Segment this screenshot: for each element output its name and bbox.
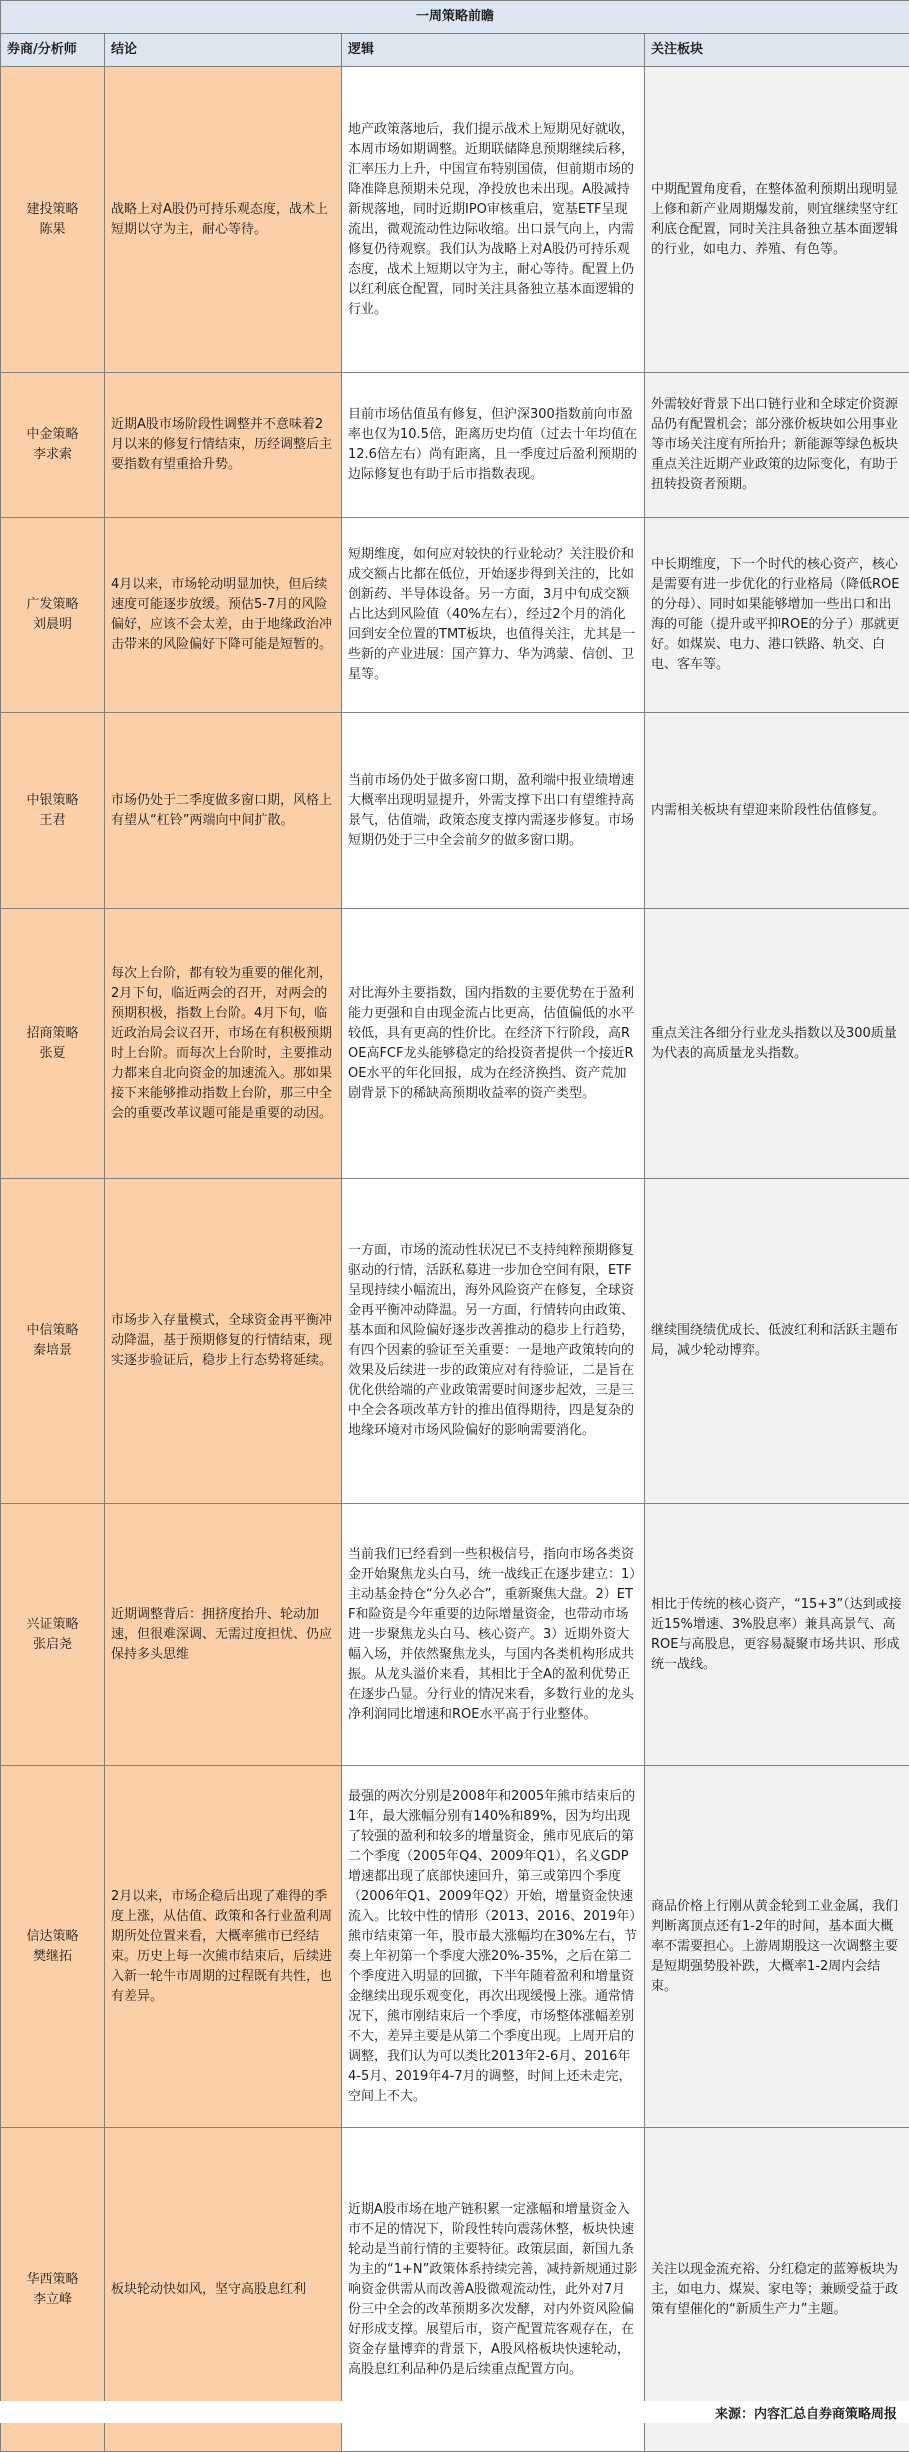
broker-name: 中金策略	[7, 425, 98, 445]
table-row	[1, 909, 909, 1179]
analyst-name: 张夏	[7, 1044, 98, 1064]
analyst-name: 秦培景	[7, 1341, 98, 1361]
conclusion-cell: 市场步入存量模式，全球资金再平衡冲动降温，基于预期修复的行情结束，现实逐步验证后，稳步上行态势将延续。	[105, 1179, 342, 1504]
table-row	[1, 67, 909, 373]
table-row	[1, 1504, 909, 1766]
table-row	[1, 518, 909, 713]
source-footer	[0, 2401, 909, 2423]
logic-cell: 最强的两次分别是2008年和2005年熊市结束后的1年，最大涨幅分别有140%和89%，因为均出现了较强的盈利和较多的增量资金，熊市见底后的第二个季度（2005年Q4、2009年Q1），名义GDP增速都出现了底部快速回升，第三或第四个季度（2006年Q1、2009年Q2）开始，增量资金快速流入。比较中性的情形（2013、2016、2019年）熊市结束第一年，股市最大涨幅均在30%左右，节奏上年初第一个季度大涨20%-35%，之后在第二个季度进入明显的回撤，下半年随着盈利和增量资金继续出现乐观变化，再次出现缓慢上涨。通常情况下，熊市刚结束后一个季度，市场整体涨幅差别不大，差异主要是从第二个季度出现。上周开启的调整，我们认为可以类比2013年2-6月、2016年4-5月、2019年4-7月的调整，时间上还未走完，空间上不大。	[342, 1766, 645, 2128]
sectors-cell: 外需较好背景下出口链行业和全球定价资源品仍有配置机会；部分涨价板块如公用事业等市场关注度有所抬升；新能源等绿色板块重点关注近期产业政策的边际变化，有助于扭转投资者预期。	[645, 373, 909, 518]
conclusion-cell: 2月以来，市场企稳后出现了难得的季度上涨，从估值、政策和各行业盈利周期所处位置来看，大概率熊市已经结束。历史上每一次熊市结束后，后续进入新一轮牛市周期的过程既有共性，也有差异。	[105, 1766, 342, 2128]
logic-cell: 短期维度，如何应对较快的行业轮动？关注股价和成交额占比都在低位，开始逐步得到关注的，比如创新药、半导体设备。另一方面，3月中旬成交额占比达到风险值（40%左右），经过2个月的消化回到安全位置的TMT板块，也值得关注，尤其是一些新的产业进展：国产算力、华为鸿蒙、信创、卫星等。	[342, 518, 645, 713]
broker-cell	[1, 1766, 105, 2128]
table-row	[1, 1766, 909, 2128]
conclusion-cell: 4月以来，市场轮动明显加快，但后续速度可能逐步放缓。预估5-7月的风险偏好，应该不会太差，由于地缘政治冲击带来的风险偏好下降可能是短暂的。	[105, 518, 342, 713]
broker-name: 信达策略	[7, 1927, 98, 1947]
broker-cell	[1, 1179, 105, 1504]
table-row	[1, 373, 909, 518]
logic-cell: 对比海外主要指数，国内指数的主要优势在于盈利能力更强和自由现金流占比更高，估值偏低的水平较低，具有更高的性价比。在经济下行阶段，高ROE高FCF龙头能够稳定的给投资者提供一个接近ROE水平的年化回报，成为在经济换挡、资产荒加剧背景下的稀缺高预期收益率的资产类型。	[342, 909, 645, 1179]
sectors-cell: 重点关注各细分行业龙头指数以及300质量为代表的高质量龙头指数。	[645, 909, 909, 1179]
analyst-name: 刘晨明	[7, 615, 98, 635]
broker-name: 广发策略	[7, 595, 98, 615]
table-body	[1, 67, 909, 2452]
broker-cell	[1, 909, 105, 1179]
conclusion-cell: 板块轮动快如风，坚守高股息红利	[105, 2128, 342, 2452]
conclusion-cell: 每次上台阶，都有较为重要的催化剂，2月下旬，临近两会的召开，对两会的预期积极，指数上台阶。4月下旬，临近政治局会议召开，市场在有积极预期时上台阶。而每次上台阶时，主要推动力都来自北向资金的加速流入。那如果接下来能够推动指数上台阶，那三中全会的重要改革议题可能是重要的动因。	[105, 909, 342, 1179]
sectors-cell: 继续围绕绩优成长、低波红利和活跃主题布局，减少轮动博弈。	[645, 1179, 909, 1504]
broker-name: 兴证策略	[7, 1615, 98, 1635]
conclusion-cell: 近期调整背后：拥挤度抬升、轮动加速，但很难深调、无需过度担忧、仍应保持多头思维	[105, 1504, 342, 1766]
analyst-name: 王君	[7, 811, 98, 831]
column-header-conclusion: 结论	[105, 34, 342, 67]
broker-name: 中银策略	[7, 791, 98, 811]
logic-cell: 一方面，市场的流动性状况已不支持纯粹预期修复驱动的行情，活跃私募进一步加仓空间有限，ETF呈现持续小幅流出，海外风险资产在修复，全球资金再平衡冲动降温。另一方面，行情转向由政策、基本面和风险偏好逐步改善推动的稳步上行趋势，有四个因素的验证至关重要：一是地产政策转向的效果及后续进一步的政策应对有待验证，二是旨在优化供给端的产业政策需要时间逐步起效，三是三中全会各项改革方针的推出值得期待，四是复杂的地缘环境对市场风险偏好的影响需要消化。	[342, 1179, 645, 1504]
sectors-cell: 中长期维度，下一个时代的核心资产，核心是需要有进一步优化的行业格局（降低ROE的分母）、同时如果能够增加一些出口和出海的可能（提升或平抑ROE的分子）那就更好。如煤炭、电力、港口铁路、轨交、白电、客车等。	[645, 518, 909, 713]
logic-cell: 当前我们已经看到一些积极信号，指向市场各类资金开始聚焦龙头白马，统一战线正在逐步建立：1）主动基金持仓“分久必合”，重新聚焦大盘。2）ETF和险资是今年重要的边际增量资金，也带动市场进一步聚焦龙头白马、核心资产。3）近期外资大幅入场，并依然聚焦龙头，与国内各类机构形成共振。从龙头溢价来看，其相比于全A的盈利优势正在逐步凸显。分行业的情况来看，多数行业的龙头净利润同比增速和ROE水平高于行业整体。	[342, 1504, 645, 1766]
broker-cell	[1, 518, 105, 713]
sectors-cell: 中期配置角度看，在整体盈利预期出现明显上修和新产业周期爆发前，则宜继续坚守红利底仓配置，同时关注具备独立基本面逻辑的行业，如电力、养殖、有色等。	[645, 67, 909, 373]
analyst-name: 李立峰	[7, 2290, 98, 2310]
logic-cell: 近期A股市场在地产链积累一定涨幅和增量资金入市不足的情况下，阶段性转向震荡休整，板块快速轮动是当前行情的主要特征。政策层面，新国九条为主的“1+N”政策体系持续完善，减持新规通过影响资金供需从而改善A股微观流动性，此外对7月份三中全会的改革预期多次发酵，对内外资风险偏好形成支撑。展望后市，资产配置荒客观存在，在资金存量博弈的背景下，A股风格板块快速轮动，高股息红利品种仍是后续重点配置方向。	[342, 2128, 645, 2452]
broker-cell	[1, 373, 105, 518]
table-title: 一周策略前瞻	[1, 1, 909, 34]
column-header-logic: 逻辑	[342, 34, 645, 67]
conclusion-cell: 近期A股市场阶段性调整并不意味着2月以来的修复行情结束，历经调整后主要指数有望重拾升势。	[105, 373, 342, 518]
broker-name: 中信策略	[7, 1321, 98, 1341]
sectors-cell: 相比于传统的核心资产，“15+3”（达到或接近15%增速、3%股息率）兼具高景气、高ROE与高股息，更容易凝聚市场共识、形成统一战线。	[645, 1504, 909, 1766]
broker-name: 华西策略	[7, 2270, 98, 2290]
broker-name: 建投策略	[7, 200, 98, 220]
logic-cell: 目前市场估值虽有修复，但沪深300指数前向市盈率也仅为10.5倍，距离历史均值（过去十年均值在12.6倍左右）尚有距离，且一季度过后盈利预期的边际修复也有助于后市指数表现。	[342, 373, 645, 518]
source-note: 来源：内容汇总自券商策略周报	[715, 2403, 897, 2422]
conclusion-cell: 战略上对A股仍可持乐观态度，战术上短期以守为主，耐心等待。	[105, 67, 342, 373]
sectors-cell: 关注以现金流充裕、分红稳定的蓝筹板块为主，如电力、煤炭、家电等；兼顾受益于政策有望催化的“新质生产力”主题。	[645, 2128, 909, 2452]
logic-cell: 地产政策落地后，我们提示战术上短期见好就收，本周市场如期调整。近期联储降息预期继续后移，汇率压力上升，中国宣布特别国债，但前期市场的降准降息预期未兑现，净投放也未出现。A股减持新规落地，同时近期IPO审核重启，宽基ETF呈现流出，微观流动性边际收缩。出口景气向上，内需修复仍待观察。我们认为战略上对A股仍可持乐观态度，战术上短期以守为主，耐心等待。配置上仍以红利底仓配置，同时关注具备独立基本面逻辑的行业。	[342, 67, 645, 373]
column-header-broker: 券商/分析师	[1, 34, 105, 67]
header-row	[1, 34, 909, 67]
conclusion-cell: 市场仍处于二季度做多窗口期，风格上有望从“杠铃”两端向中间扩散。	[105, 713, 342, 909]
broker-cell	[1, 67, 105, 373]
broker-name: 招商策略	[7, 1024, 98, 1044]
table-row	[1, 713, 909, 909]
sectors-cell: 内需相关板块有望迎来阶段性估值修复。	[645, 713, 909, 909]
broker-cell	[1, 1504, 105, 1766]
sectors-cell: 商品价格上行刚从黄金轮到工业金属，我们判断离顶点还有1-2年的时间，基本面大概率不需要担心。上游周期股这一次调整主要是短期强势股补跌，大概率1-2周内会结束。	[645, 1766, 909, 2128]
table-row	[1, 1179, 909, 1504]
analyst-name: 樊继拓	[7, 1947, 98, 1967]
logic-cell: 当前市场仍处于做多窗口期，盈利端中报业绩增速大概率出现明显提升，外需支撑下出口有望维持高景气，估值端，政策态度支撑内需逐步修复。市场短期仍处于三中全会前夕的做多窗口期。	[342, 713, 645, 909]
title-row	[1, 1, 909, 34]
analyst-name: 陈果	[7, 220, 98, 240]
broker-cell	[1, 713, 105, 909]
analyst-name: 李求索	[7, 445, 98, 465]
analyst-name: 张启尧	[7, 1635, 98, 1655]
column-header-sectors: 关注板块	[645, 34, 909, 67]
